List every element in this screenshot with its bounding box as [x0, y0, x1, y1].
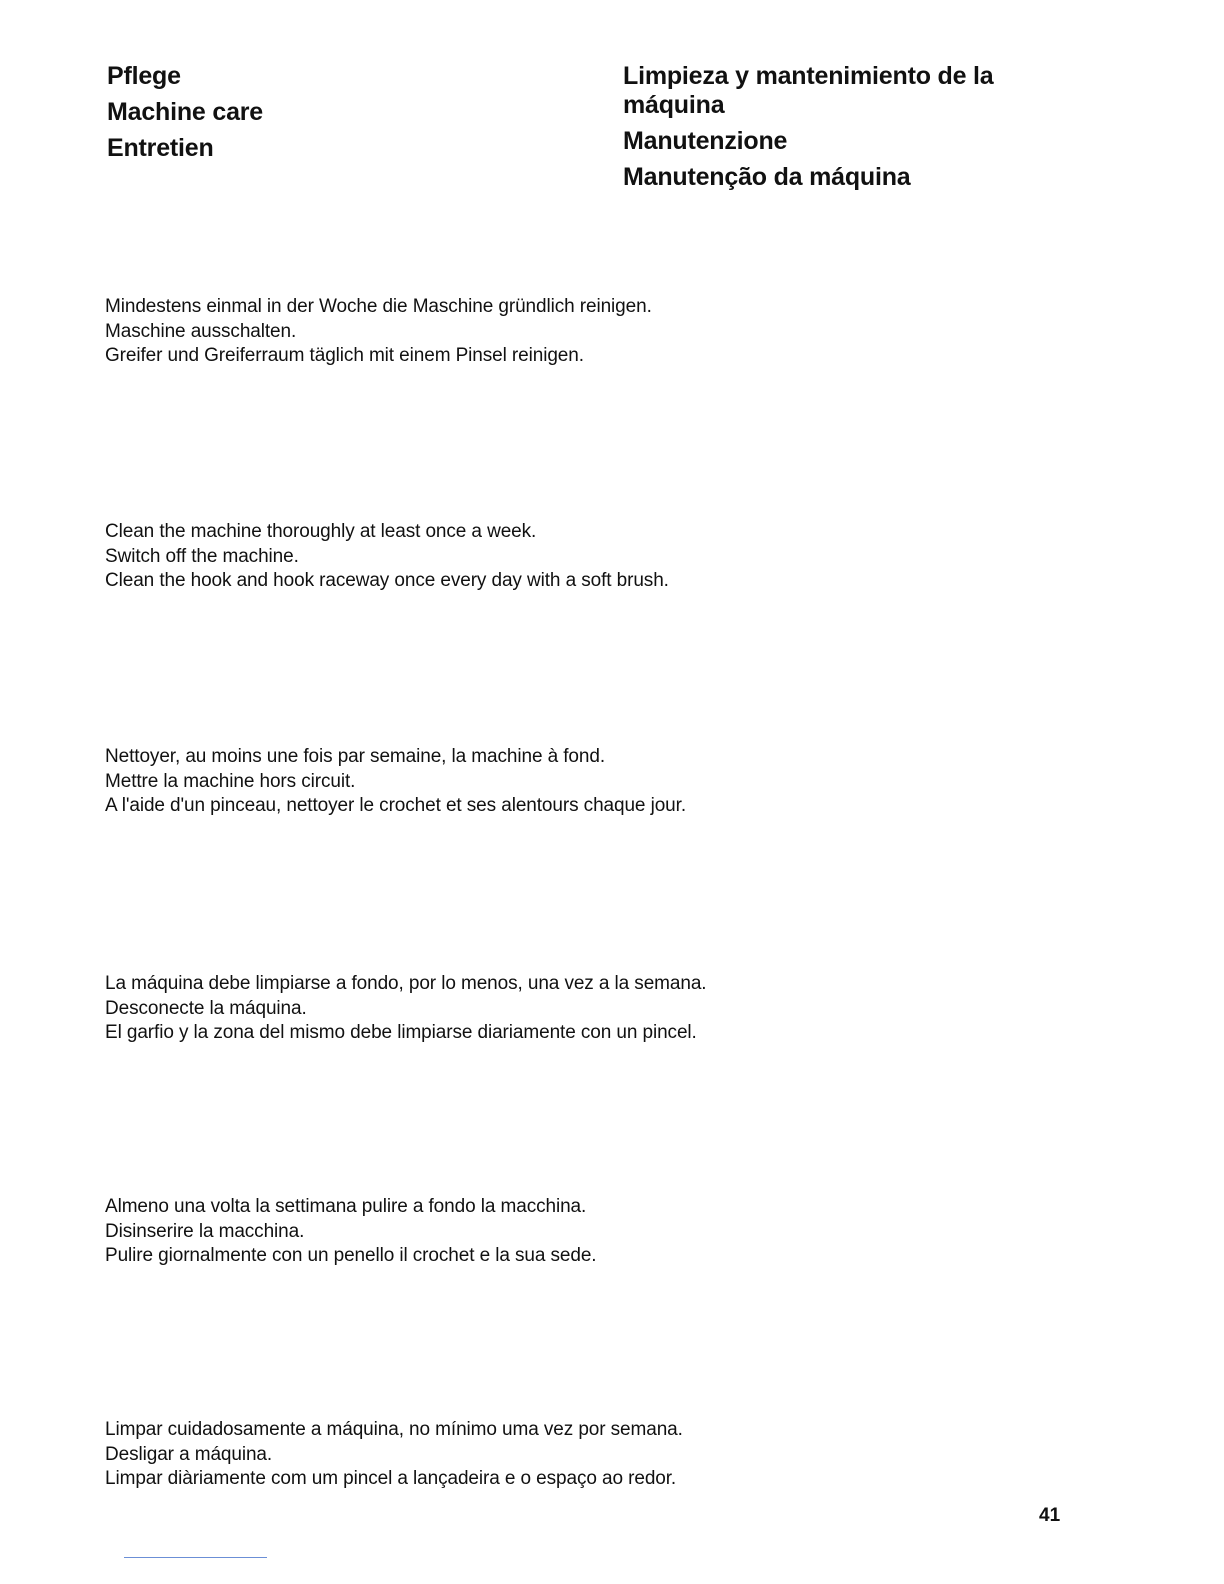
heading-spanish: Limpieza y mantenimiento de la máquina	[623, 62, 994, 119]
instruction-line: Nettoyer, au moins une fois par semaine, la machine à fond.	[105, 746, 605, 767]
instruction-line: Disinserire la macchina.	[105, 1220, 305, 1242]
heading-portuguese: Manutenção da máquina	[623, 163, 911, 191]
section-french	[105, 745, 1005, 819]
instruction-line: La máquina debe limpiarse a fondo, por lo menos, una vez a la semana.	[105, 973, 707, 994]
instruction-line: Limpar diàriamente com um pincel a lançadeira e o espaço ao redor.	[105, 1468, 677, 1489]
section-italian	[105, 1195, 1005, 1269]
heading-french: Entretien	[107, 134, 214, 162]
instruction-line: El garfio y la zona del mismo debe limpiarse diariamente con un pincel.	[105, 1022, 697, 1043]
instruction-line: Desconecte la máquina.	[105, 997, 307, 1019]
heading-german: Pflege	[107, 62, 181, 90]
heading-italian: Manutenzione	[623, 127, 788, 155]
instruction-line: Greifer und Greiferraum täglich mit einem Pinsel reinigen.	[105, 345, 584, 366]
instruction-line: Mindestens einmal in der Woche die Maschine gründlich reinigen.	[105, 296, 652, 317]
section-german	[105, 295, 1005, 369]
headings-right-column	[623, 62, 1043, 199]
section-spanish	[105, 972, 1005, 1046]
instruction-line: Limpar cuidadosamente a máquina, no mínimo uma vez por semana.	[105, 1419, 683, 1440]
headings-left-column	[107, 62, 547, 170]
instruction-line: Switch off the machine.	[105, 545, 299, 567]
instruction-line: Clean the hook and hook raceway once every day with a soft brush.	[105, 570, 669, 591]
instruction-line: Almeno una volta la settimana pulire a fondo la macchina.	[105, 1196, 587, 1217]
footer-divider	[124, 1557, 267, 1558]
heading-english: Machine care	[107, 98, 264, 126]
instruction-line: Desligar a máquina.	[105, 1443, 273, 1465]
instruction-line: Pulire giornalmente con un penello il crochet e la sua sede.	[105, 1245, 597, 1266]
instruction-line: Maschine ausschalten.	[105, 320, 297, 342]
page-number: 41	[1039, 1505, 1061, 1526]
section-english	[105, 520, 1005, 594]
section-portuguese	[105, 1418, 1005, 1492]
instruction-line: Mettre la machine hors circuit.	[105, 770, 356, 792]
instruction-line: Clean the machine thoroughly at least once a week.	[105, 521, 537, 542]
instruction-line: A l'aide d'un pinceau, nettoyer le crochet et ses alentours chaque jour.	[105, 795, 686, 816]
